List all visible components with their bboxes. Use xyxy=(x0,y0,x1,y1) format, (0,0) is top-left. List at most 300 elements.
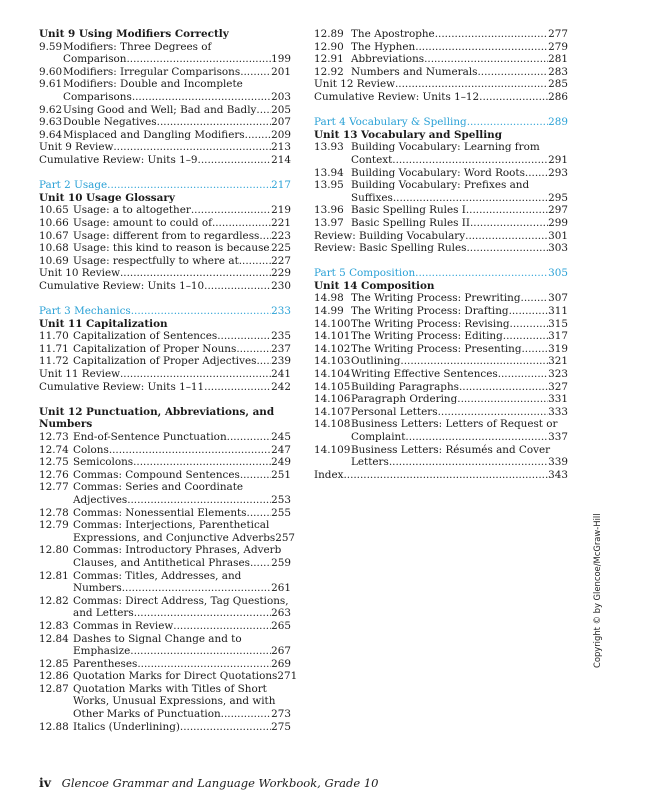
toc-entry xyxy=(39,355,291,368)
toc-entry-title: Unit 10 Review xyxy=(39,267,120,280)
toc-page-number: 247 xyxy=(271,443,291,456)
dot-leader xyxy=(393,192,548,205)
dot-leader xyxy=(415,41,548,54)
toc-entry-body xyxy=(351,66,568,79)
unit-heading: Unit 12 Punctuation, Abbreviations, and Numbers xyxy=(39,405,275,431)
toc-entry-final-line xyxy=(73,494,291,507)
toc-entry xyxy=(39,444,291,457)
toc-entry-final-line xyxy=(351,192,568,205)
toc-page-number: 317 xyxy=(548,330,568,343)
toc-entry-title: Review: Building Vocabulary xyxy=(314,229,466,242)
lesson-number: 12.81 xyxy=(39,569,69,582)
toc-page-number: 285 xyxy=(548,78,568,91)
toc-entry-body xyxy=(73,469,291,482)
toc-entry-body xyxy=(351,53,568,66)
toc-page-number: 235 xyxy=(271,330,291,343)
toc-page-number: 257 xyxy=(275,531,296,544)
toc-entry-title: The Hyphen xyxy=(351,40,416,53)
toc-page-number: 267 xyxy=(271,645,291,658)
toc-page-number: 221 xyxy=(271,216,291,229)
dot-leader xyxy=(157,116,272,129)
toc-entry-final-line xyxy=(351,66,568,79)
dot-leader xyxy=(131,305,271,318)
lesson-number: 12.77 xyxy=(39,481,69,494)
toc-entry-title: Review: Basic Spelling Rules xyxy=(314,242,467,255)
dot-leader xyxy=(212,217,271,230)
dot-leader xyxy=(259,230,271,243)
toc-entry xyxy=(314,41,568,54)
dot-leader xyxy=(120,368,271,381)
toc-page-number: 293 xyxy=(548,166,568,179)
unit-heading: Unit 11 Capitalization xyxy=(39,317,168,330)
toc-entry-title: Quotation Marks for Direct Quotations xyxy=(73,670,278,683)
review-entry xyxy=(314,230,568,243)
lesson-number: 13.95 xyxy=(314,179,344,192)
toc-entry xyxy=(39,330,291,343)
toc-page-number: 259 xyxy=(271,556,291,569)
toc-entry-final-line xyxy=(73,343,291,356)
toc-entry xyxy=(314,381,568,394)
toc-entry xyxy=(39,217,291,230)
toc-entry xyxy=(314,66,568,79)
toc-entry-final-line xyxy=(73,531,296,545)
dot-leader xyxy=(395,78,548,91)
toc-page-number: 227 xyxy=(271,254,291,267)
toc-entry-body xyxy=(351,381,568,394)
toc-entry-title: Italics (Underlining) xyxy=(73,720,180,733)
toc-entry-title: Outlining xyxy=(351,355,401,368)
lesson-number: 12.84 xyxy=(39,632,69,645)
toc-entry-body xyxy=(351,406,568,419)
toc-page-number: 269 xyxy=(271,657,291,670)
toc-entry-title: Usage: a to altogether xyxy=(73,204,191,217)
toc-entry-title: Writing Effective Sentences xyxy=(351,368,498,381)
toc-page-number: 205 xyxy=(271,103,291,116)
toc-entry-title-line: Commas: Introductory Phrases, Adverb xyxy=(73,544,282,557)
toc-entry-title: Numbers and Numerals xyxy=(351,65,478,78)
toc-entry-body xyxy=(73,481,291,506)
toc-entry-title-line: Business Letters: Letters of Request or xyxy=(351,418,558,431)
part-heading xyxy=(39,179,291,192)
lesson-number: 10.68 xyxy=(39,242,69,255)
toc-entry-title: Commas: Compound Sentences xyxy=(73,468,240,481)
toc-entry xyxy=(39,658,291,671)
dot-leader xyxy=(479,91,548,104)
toc-entry-body xyxy=(73,683,291,721)
toc-entry-title: Cumulative Review: Units 1–12 xyxy=(314,90,480,103)
toc-entry xyxy=(39,41,291,66)
toc-page-number: 263 xyxy=(271,607,291,620)
toc-entry-title: Using Good and Well; Bad and Badly xyxy=(63,103,257,116)
lesson-number: 12.92 xyxy=(314,65,344,78)
toc-entry xyxy=(314,368,568,381)
toc-entry-final-line xyxy=(73,431,291,444)
dot-leader xyxy=(400,355,548,368)
toc-entry-body xyxy=(73,355,291,368)
toc-entry-title: Complaint xyxy=(351,431,406,443)
toc-page-number: 305 xyxy=(548,267,568,280)
toc-entry-final-line xyxy=(351,330,568,343)
lesson-number: 12.74 xyxy=(39,443,69,456)
toc-entry-title: The Writing Process: Drafting xyxy=(351,305,509,318)
toc-entry xyxy=(39,104,291,117)
dot-leader xyxy=(457,393,548,406)
toc-entry-title: Emphasize xyxy=(73,645,131,658)
toc-entry-final-line xyxy=(73,658,291,671)
toc-entry-title: Numbers xyxy=(73,582,122,595)
lesson-number: 13.96 xyxy=(314,204,344,217)
toc-page-number: 217 xyxy=(271,179,291,192)
toc-entry-title: Unit 11 Review xyxy=(39,368,120,381)
lesson-number: 10.67 xyxy=(39,229,69,242)
toc-entry-title: and Letters xyxy=(73,607,134,620)
toc-entry-body xyxy=(351,204,568,217)
toc-page-number: 255 xyxy=(271,506,291,519)
lesson-number: 10.65 xyxy=(39,204,69,217)
toc-entry-body xyxy=(351,444,568,469)
section-spacer xyxy=(39,167,291,180)
toc-page-number: 286 xyxy=(548,90,568,103)
toc-entry-body xyxy=(73,507,291,520)
dot-leader xyxy=(521,292,549,305)
dot-leader xyxy=(240,66,271,79)
toc-entry xyxy=(314,141,568,166)
lesson-number: 14.98 xyxy=(314,292,344,305)
toc-entry-final-line xyxy=(351,292,568,305)
toc-entry-final-line xyxy=(73,507,291,520)
toc-page-number: 242 xyxy=(271,380,291,393)
toc-entry xyxy=(39,481,291,506)
toc-entry-title: Comparison xyxy=(63,53,127,66)
toc-entry-title: Comparisons xyxy=(63,90,132,103)
dot-leader xyxy=(107,179,271,192)
dot-leader xyxy=(525,167,548,180)
toc-entry-title: Paragraph Ordering xyxy=(351,393,458,406)
toc-page-number: 241 xyxy=(271,368,291,381)
toc-entry-final-line xyxy=(351,368,568,381)
dot-leader xyxy=(435,28,548,41)
toc-entry xyxy=(39,255,291,268)
toc-entry-title: Abbreviations xyxy=(351,53,425,66)
toc-entry-title: Unit 9 Review xyxy=(39,141,114,154)
toc-entry-title: Capitalization of Sentences xyxy=(73,330,218,343)
toc-entry-final-line xyxy=(73,217,291,230)
toc-entry-title-line: Quotation Marks with Titles of Short xyxy=(73,682,267,695)
toc-entry-final-line xyxy=(73,255,291,268)
lesson-number: 9.63 xyxy=(39,116,63,129)
dot-leader xyxy=(204,381,271,394)
toc-entry-title-line: Commas: Titles, Addresses, and xyxy=(73,569,242,582)
toc-page-number: 343 xyxy=(548,468,568,481)
section-spacer xyxy=(39,393,291,406)
dot-leader xyxy=(522,343,549,356)
toc-page-number: 323 xyxy=(548,368,568,381)
toc-page-number: 315 xyxy=(548,317,568,330)
toc-entry xyxy=(39,129,291,142)
dot-leader xyxy=(126,53,271,66)
toc-entry-title: The Writing Process: Prewriting xyxy=(351,292,521,305)
toc-entry xyxy=(39,670,298,683)
toc-entry xyxy=(314,53,568,66)
toc-page-number: 321 xyxy=(548,355,568,368)
dot-leader xyxy=(250,557,271,570)
toc-entry-final-line xyxy=(351,305,568,318)
lesson-number: 11.70 xyxy=(39,330,69,343)
dot-leader xyxy=(180,721,271,734)
toc-entry-title: Adjectives xyxy=(73,493,128,506)
toc-page-number: 273 xyxy=(271,708,291,721)
toc-entry-body xyxy=(351,28,568,41)
toc-entry-title: Parentheses xyxy=(73,657,138,670)
toc-entry-title-line: Building Vocabulary: Learning from xyxy=(351,141,540,154)
toc-page-number: 331 xyxy=(548,393,568,406)
toc-page-number: 219 xyxy=(271,204,291,217)
toc-entry-body xyxy=(73,204,291,217)
book-title: Glencoe Grammar and Language Workbook, Grade 10 xyxy=(61,776,379,790)
toc-entry-body xyxy=(351,41,568,54)
toc-entry xyxy=(39,469,291,482)
toc-entry-title-line: Commas: Interjections, Parenthetical xyxy=(73,519,270,532)
toc-page-number: 207 xyxy=(271,116,291,129)
toc-entry-final-line xyxy=(73,582,291,595)
toc-entry-body xyxy=(73,570,291,595)
lesson-number: 10.69 xyxy=(39,254,69,267)
toc-entry-body xyxy=(63,78,291,103)
toc-entry-title-line: Commas: Direct Address, Tag Questions, xyxy=(73,594,289,607)
toc-entry-body xyxy=(73,620,291,633)
toc-entry-title: Commas in Review xyxy=(73,619,174,632)
dot-leader xyxy=(477,66,548,79)
dot-leader xyxy=(459,381,548,394)
lesson-number: 9.59 xyxy=(39,40,63,53)
dot-leader xyxy=(509,305,549,318)
lesson-number: 11.71 xyxy=(39,342,69,355)
toc-page-number: 311 xyxy=(548,305,568,318)
toc-entry-title: Context xyxy=(351,153,393,166)
toc-entry-title: Basic Spelling Rules II xyxy=(351,216,470,229)
toc-entry-final-line xyxy=(73,469,291,482)
lesson-number: 10.66 xyxy=(39,216,69,229)
toc-entry-title-line: Works, Unusual Expressions, and with xyxy=(73,695,276,708)
toc-page-number: 327 xyxy=(548,380,568,393)
toc-entry-title: Usage: different from to regardless xyxy=(73,229,260,242)
toc-page-number: 333 xyxy=(548,405,568,418)
lesson-number: 9.62 xyxy=(39,103,63,116)
toc-entry-title-line: Dashes to Signal Change and to xyxy=(73,632,242,645)
toc-entry xyxy=(314,406,568,419)
toc-entry-body xyxy=(351,292,568,305)
lesson-number: 12.78 xyxy=(39,506,69,519)
dot-leader xyxy=(120,267,271,280)
toc-entry xyxy=(314,318,568,331)
dot-leader xyxy=(191,204,271,217)
toc-entry-title: Part 4 Vocabulary & Spelling xyxy=(314,116,467,129)
review-entry xyxy=(39,381,291,394)
review-entry xyxy=(39,368,291,381)
dot-leader xyxy=(130,645,271,658)
toc-page-number: 307 xyxy=(548,292,568,305)
lesson-number: 12.86 xyxy=(39,670,69,683)
review-entry xyxy=(314,469,568,482)
dot-leader xyxy=(498,368,548,381)
toc-entry-final-line xyxy=(73,708,291,721)
toc-entry-body xyxy=(351,167,568,180)
toc-entry-title: Part 5 Composition xyxy=(314,267,416,280)
toc-entry xyxy=(314,305,568,318)
toc-entry xyxy=(314,217,568,230)
toc-page-number: 201 xyxy=(271,65,291,78)
lesson-number: 14.107 xyxy=(314,405,351,418)
toc-page-number: 233 xyxy=(271,305,291,318)
review-entry xyxy=(314,78,568,91)
toc-page-number: 237 xyxy=(271,342,291,355)
toc-entry-final-line xyxy=(351,318,568,331)
toc-entry xyxy=(39,721,291,734)
lesson-number: 14.99 xyxy=(314,305,344,318)
toc-page-number: 249 xyxy=(271,456,291,469)
toc-entry-final-line xyxy=(351,456,568,469)
toc-entry-title-line: Business Letters: Résumés and Cover xyxy=(351,443,551,456)
toc-entry-title: The Apostrophe xyxy=(351,28,435,40)
toc-entry-body xyxy=(73,444,291,457)
toc-entry-final-line xyxy=(63,53,291,66)
dot-leader xyxy=(247,507,272,520)
toc-entry-body xyxy=(351,179,568,204)
toc-entry-final-line xyxy=(73,645,291,658)
toc-entry-body xyxy=(351,330,568,343)
toc-entry-title: Building Paragraphs xyxy=(351,380,459,393)
review-entry xyxy=(314,242,568,255)
lesson-number: 9.60 xyxy=(39,65,63,78)
toc-page-number: 230 xyxy=(271,279,291,292)
toc-entry xyxy=(314,28,568,41)
section-spacer xyxy=(39,292,291,305)
lesson-number: 12.87 xyxy=(39,682,69,695)
dot-leader xyxy=(198,154,272,167)
toc-entry-body xyxy=(73,255,291,268)
review-entry xyxy=(39,141,291,154)
section-spacer xyxy=(314,104,568,117)
lesson-number: 13.94 xyxy=(314,166,344,179)
dot-leader xyxy=(466,204,548,217)
toc-page-number: 245 xyxy=(271,431,291,443)
toc-page-number: 213 xyxy=(271,141,291,154)
unit-heading: Unit 14 Composition xyxy=(314,279,435,292)
toc-page-number: 261 xyxy=(271,582,291,595)
toc-page-number: 303 xyxy=(548,242,568,255)
toc-page-number: 297 xyxy=(548,204,568,217)
toc-entry-body xyxy=(63,116,291,129)
dot-leader xyxy=(137,658,271,671)
toc-entry-final-line xyxy=(73,242,291,255)
toc-entry-body xyxy=(63,129,291,142)
toc-entry-final-line xyxy=(351,204,568,217)
dot-leader xyxy=(217,330,271,343)
toc-entry-body xyxy=(63,104,291,117)
toc-entry-title: Suffixes xyxy=(351,191,393,204)
unit-heading: Unit 10 Usage Glossary xyxy=(39,191,175,204)
toc-entry-title-line: Commas: Series and Coordinate xyxy=(73,481,244,494)
toc-page-number: 209 xyxy=(271,128,291,141)
toc-entry-body xyxy=(73,431,291,444)
toc-entry-body xyxy=(73,242,291,255)
dot-leader xyxy=(122,582,271,595)
toc-page-number: 223 xyxy=(271,229,291,242)
toc-page-number: 275 xyxy=(271,720,291,733)
dot-leader xyxy=(227,431,272,444)
dot-leader xyxy=(470,217,548,230)
toc-entry-final-line xyxy=(351,41,568,54)
toc-entry-body xyxy=(73,217,291,230)
toc-entry-title: Usage: this kind to reason is because xyxy=(73,242,270,255)
toc-page-number: 199 xyxy=(271,53,291,66)
review-entry xyxy=(39,154,291,167)
dot-leader xyxy=(173,620,271,633)
toc-entry-final-line xyxy=(73,721,291,734)
toc-entry-body xyxy=(73,633,291,658)
toc-page-number: 283 xyxy=(548,65,568,78)
toc-entry-final-line xyxy=(73,670,298,683)
toc-entry-title: Capitalization of Proper Adjectives xyxy=(73,355,257,368)
review-entry xyxy=(39,280,291,293)
dot-leader xyxy=(127,494,271,507)
toc-entry-final-line xyxy=(351,343,568,356)
toc-entry-title: Clauses, and Antithetical Phrases xyxy=(73,556,250,569)
toc-entry-title: The Writing Process: Editing xyxy=(351,330,503,343)
toc-entry-body xyxy=(351,318,568,331)
toc-entry-body xyxy=(63,41,291,66)
dot-leader xyxy=(204,280,271,293)
toc-page-number: 253 xyxy=(271,493,291,506)
toc-entry-title: Personal Letters xyxy=(351,405,438,418)
toc-entry-title: The Writing Process: Revising xyxy=(351,317,510,330)
lesson-number: 13.93 xyxy=(314,141,344,154)
toc-entry-title: Other Marks of Punctuation xyxy=(73,708,221,721)
lesson-number: 12.89 xyxy=(314,28,344,40)
toc-entry-body xyxy=(73,519,296,544)
toc-entry xyxy=(39,230,291,243)
toc-entry-body xyxy=(351,217,568,230)
toc-entry-title: Unit 12 Review xyxy=(314,78,395,91)
toc-entry-body xyxy=(73,330,291,343)
toc-entry-final-line xyxy=(73,230,291,243)
toc-entry-title: The Writing Process: Presenting xyxy=(351,342,522,355)
part-heading xyxy=(39,305,291,318)
toc-entry-final-line xyxy=(351,381,568,394)
toc-entry-title: Index xyxy=(314,468,344,481)
toc-entry-final-line xyxy=(73,355,291,368)
lesson-number: 12.85 xyxy=(39,657,69,670)
toc-entry-body xyxy=(73,658,291,671)
lesson-number: 14.102 xyxy=(314,342,351,355)
toc-entry xyxy=(39,683,291,721)
dot-leader xyxy=(245,129,272,142)
toc-entry-title: Expressions, and Conjunctive Adverbs xyxy=(73,531,276,544)
lesson-number: 14.105 xyxy=(314,380,351,393)
toc-entry-body xyxy=(63,66,291,79)
toc-entry-body xyxy=(73,456,291,469)
section-spacer xyxy=(314,255,568,268)
toc-entry xyxy=(314,167,568,180)
toc-entry-final-line xyxy=(63,91,291,104)
toc-entry xyxy=(39,66,291,79)
dot-leader xyxy=(256,104,271,117)
toc-entry xyxy=(314,355,568,368)
toc-page-number: 319 xyxy=(548,342,568,355)
toc-entry xyxy=(39,507,291,520)
toc-entry xyxy=(39,204,291,217)
lesson-number: 12.91 xyxy=(314,53,344,66)
